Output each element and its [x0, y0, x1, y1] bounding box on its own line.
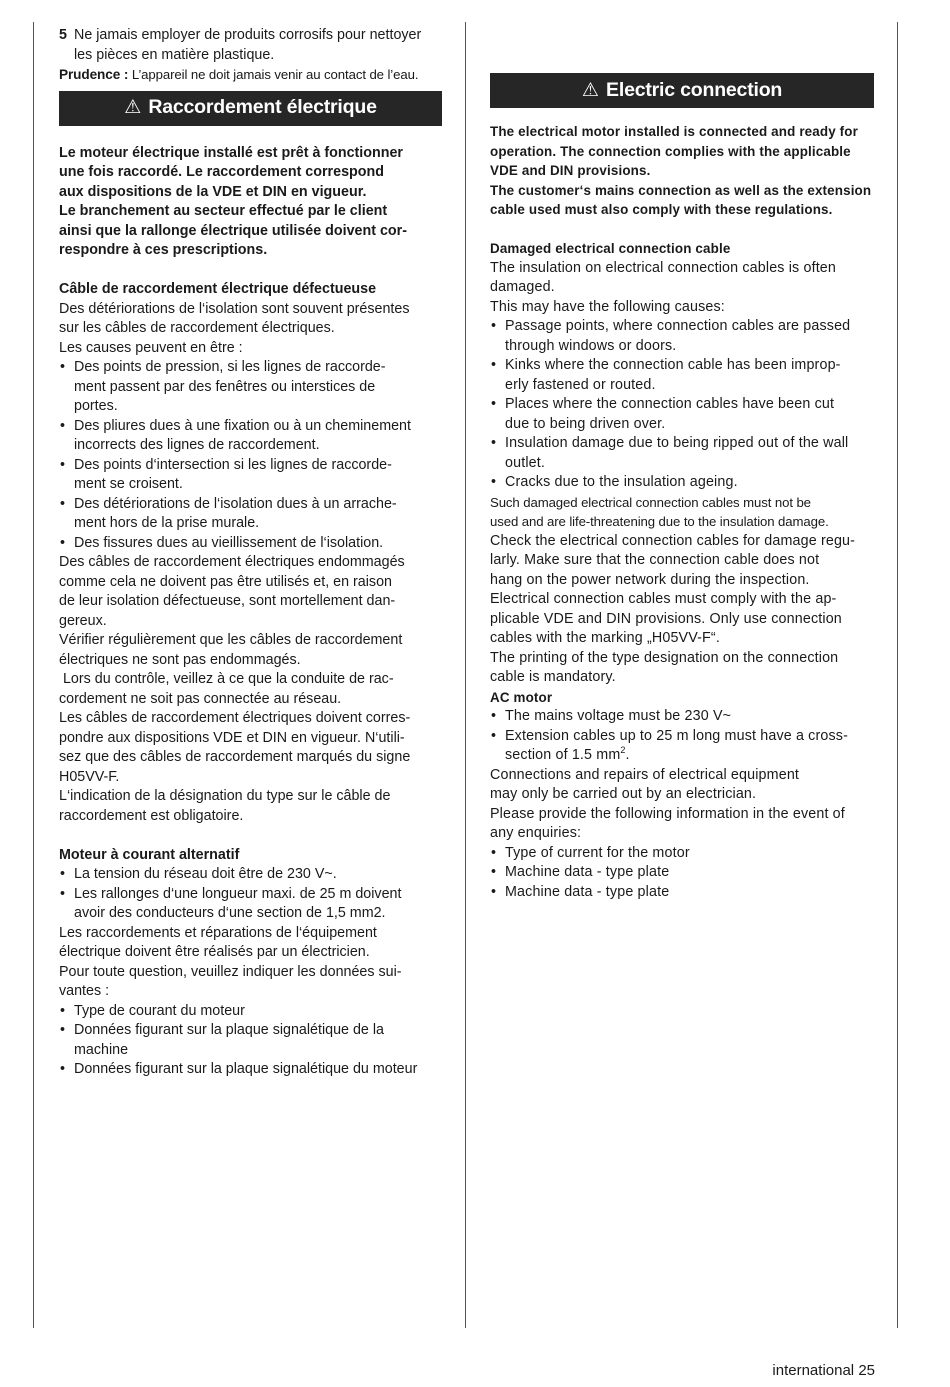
text-line: cable is mandatory.	[490, 669, 616, 685]
text-line: This may have the following causes:	[490, 298, 725, 315]
text-line: • Des détériorations de l‘isolation dues à un arrache-	[74, 495, 397, 512]
text-line: • Cracks due to the insulation ageing.	[505, 474, 738, 490]
cleaning-item-5	[59, 26, 442, 65]
list-item	[59, 1021, 442, 1060]
prudence-note	[59, 65, 442, 85]
text-line: • Des fissures dues au vieillissement de l‘isolation.	[74, 534, 384, 551]
text-line: • Les rallonges d‘une longueur maxi. de 25 m doivent	[74, 885, 402, 902]
text-line: Le moteur électrique installé est prêt à fonctionner	[59, 144, 403, 161]
text-line	[505, 746, 874, 766]
prudence-label: Prudence :	[59, 67, 129, 82]
text-line: • Extension cables up to 25 m long must have a cross-	[505, 727, 849, 744]
text-line: ment hors de la prise murale.	[74, 515, 260, 531]
text-line: pondre aux dispositions VDE et DIN en vigueur. N‘utili-	[59, 729, 405, 746]
text-line: erly fastened or routed.	[505, 376, 656, 393]
text-fragment: section of 1.5 mm	[505, 747, 621, 763]
center-column-rule	[465, 22, 466, 1328]
text-line: • Insulation damage due to being ripped out of the wall	[505, 435, 849, 451]
section-title-en: Electric connection	[606, 78, 783, 101]
text-line: de leur isolation défectueuse, sont mortellement dan-	[59, 593, 396, 609]
text-line: • Places where the connection cables have been cut	[505, 396, 835, 412]
text-line: Des câbles de raccordement électriques endommagés	[59, 554, 405, 570]
text-line: sez que des câbles de raccordement marqués du signe	[59, 749, 411, 765]
subheading-cable-en: Damaged electrical connection cable	[490, 241, 731, 256]
text-line: • The mains voltage must be 230 V~	[505, 708, 732, 724]
text-line: portes.	[74, 398, 118, 414]
list-item	[490, 434, 874, 473]
text-line: due to being driven over.	[505, 415, 666, 432]
subheading-cable-fr: Câble de raccordement électrique défectueuse	[59, 281, 377, 297]
list-item	[490, 356, 874, 395]
page-number: 25	[858, 1362, 875, 1379]
text-line: outlet.	[505, 454, 545, 471]
list-item	[490, 395, 874, 434]
list-item	[59, 456, 442, 495]
text-line: incorrects des lignes de raccordement.	[74, 437, 320, 453]
text-line: Connections and repairs of electrical equipment	[490, 766, 800, 783]
text-line: comme cela ne doivent pas être utilisés et, en raison	[59, 573, 392, 590]
text-line: • Machine data - type plate	[505, 864, 670, 880]
text-line: L‘indication de la désignation du type sur le câble de	[59, 788, 391, 804]
text-line: aux dispositions de la VDE et DIN en vigueur.	[59, 183, 367, 200]
text-line: • Type of current for the motor	[505, 844, 690, 861]
text-line: • Données figurant sur la plaque signalétique de la	[74, 1022, 384, 1038]
text-line: H05VV-F.	[59, 768, 120, 785]
text-line: • Machine data - type plate	[505, 883, 670, 900]
section-title-fr: Raccordement électrique	[148, 96, 377, 119]
item-number: 5	[59, 27, 67, 43]
text-line: used and are life-threatening due to the insulation damage.	[490, 514, 829, 529]
list-item	[59, 1002, 442, 1022]
text-line: Such damaged electrical connection cables must not be	[490, 494, 811, 510]
text-line: respondre à ces prescriptions.	[59, 242, 268, 258]
left-margin-rule	[33, 22, 34, 1328]
text-line: plicable VDE and DIN provisions. Only use connection	[490, 610, 842, 627]
warning-triangle-icon: ⚠	[581, 79, 600, 101]
text-fragment: .	[625, 747, 630, 763]
section-banner-fr	[59, 91, 442, 126]
text-line: may only be carried out by an electrician.	[490, 786, 757, 802]
text-line: Pour toute question, veuillez indiquer les données sui-	[59, 963, 402, 980]
text-line: gereux.	[59, 612, 107, 629]
text-line: sur les câbles de raccordement électriques.	[59, 320, 335, 336]
text-line: VDE and DIN provisions.	[490, 163, 651, 178]
list-item	[490, 473, 874, 493]
intro-paragraph-en	[490, 122, 874, 220]
text-line: vantes :	[59, 983, 110, 999]
french-column	[59, 26, 442, 1080]
intro-paragraph-fr	[59, 144, 442, 261]
list-item	[59, 865, 442, 885]
text-line: The electrical motor installed is connected and ready for	[490, 124, 858, 139]
text-line: cable used must also comply with these regulations.	[490, 202, 833, 217]
text-line: Le branchement au secteur effectué par le client	[59, 203, 388, 219]
text-line: Les causes peuvent en être :	[59, 339, 243, 356]
text-line: Lors du contrôle, veillez à ce que la conduite de rac-	[59, 671, 394, 687]
section-banner-en	[490, 73, 874, 108]
text-line: cables with the marking „H05VV-F“.	[490, 630, 720, 646]
footer-label: international	[772, 1362, 855, 1379]
list-item	[490, 883, 874, 903]
text-line: Electrical connection cables must comply with the ap-	[490, 591, 837, 607]
text-line: larly. Make sure that the connection cable does not	[490, 552, 820, 568]
text-line: Des détériorations de l‘isolation sont souvent présentes	[59, 300, 410, 317]
text-line: • Passage points, where connection cables are passed	[505, 318, 851, 334]
list-item	[59, 1060, 442, 1080]
text-line: électriques ne sont pas endommagés.	[59, 651, 301, 668]
text-line: cordement ne soit pas connectée au réseau.	[59, 690, 342, 707]
text-line: • Des points d‘intersection si les lignes de raccorde-	[74, 456, 392, 473]
text-line: The customer‘s mains connection as well as the extension	[490, 182, 872, 198]
text-line: raccordement est obligatoire.	[59, 807, 244, 824]
text-line: machine	[74, 1041, 129, 1058]
text-line: operation. The connection complies with the applicable	[490, 143, 851, 159]
text-line: through windows or doors.	[505, 337, 677, 354]
list-item	[490, 863, 874, 883]
superscript: 2	[620, 745, 626, 756]
text-line: une fois raccordé. Le raccordement correspond	[59, 164, 384, 180]
english-column	[490, 26, 874, 902]
text-line: • Des points de pression, si les lignes de raccorde-	[74, 359, 386, 375]
text-line: • Type de courant du moteur	[74, 1002, 245, 1019]
list-item	[59, 358, 442, 417]
text-line: any enquiries:	[490, 825, 582, 841]
text-line: • Des pliures dues à une fixation ou à un cheminement	[74, 417, 411, 434]
list-item	[490, 707, 874, 727]
text-line: Please provide the following information in the event of	[490, 805, 845, 822]
text-line: The printing of the type designation on the connection	[490, 649, 839, 666]
text-line: • La tension du réseau doit être de 230 V~.	[74, 866, 337, 882]
list-item	[490, 727, 874, 766]
text-line: Les raccordements et réparations de l‘équipement	[59, 924, 377, 941]
list-item	[59, 417, 442, 456]
prudence-text: L’appareil ne doit jamais venir au contact de l’eau.	[128, 67, 419, 82]
page-footer	[772, 1362, 875, 1379]
list-item	[490, 844, 874, 864]
text-line: ment se croisent.	[74, 476, 183, 492]
subheading-motor-en: AC motor	[490, 689, 553, 705]
text-line: hang on the power network during the inspection.	[490, 571, 810, 588]
text-line: • Kinks where the connection cable has been improp-	[505, 357, 841, 373]
right-margin-rule	[897, 22, 898, 1328]
list-item	[59, 885, 442, 924]
text-line: Les câbles de raccordement électriques doivent corres-	[59, 710, 411, 726]
text-line: ainsi que la rallonge électrique utilisée doivent cor-	[59, 222, 407, 239]
list-item	[490, 317, 874, 356]
text-line: ment passent par des fenêtres ou interstices de	[74, 378, 376, 395]
text-line: Vérifier régulièrement que les câbles de raccordement	[59, 632, 403, 648]
text-line: The insulation on electrical connection cables is often	[490, 259, 837, 276]
list-item	[59, 534, 442, 554]
subheading-motor-fr: Moteur à courant alternatif	[59, 846, 240, 863]
text-line: Check the electrical connection cables for damage regu-	[490, 532, 856, 549]
text-line: électrique doivent être réalisés par un électricien.	[59, 944, 370, 960]
text-line: avoir des conducteurs d‘une section de 1,5 mm2.	[74, 905, 386, 921]
item-text: Ne jamais employer de produits corrosifs pour nettoyer les pièces en matière plastique.	[74, 27, 422, 63]
list-item	[59, 495, 442, 534]
text-line: damaged.	[490, 279, 555, 295]
text-line: • Données figurant sur la plaque signalétique du moteur	[74, 1061, 418, 1077]
warning-triangle-icon: ⚠	[124, 97, 142, 119]
